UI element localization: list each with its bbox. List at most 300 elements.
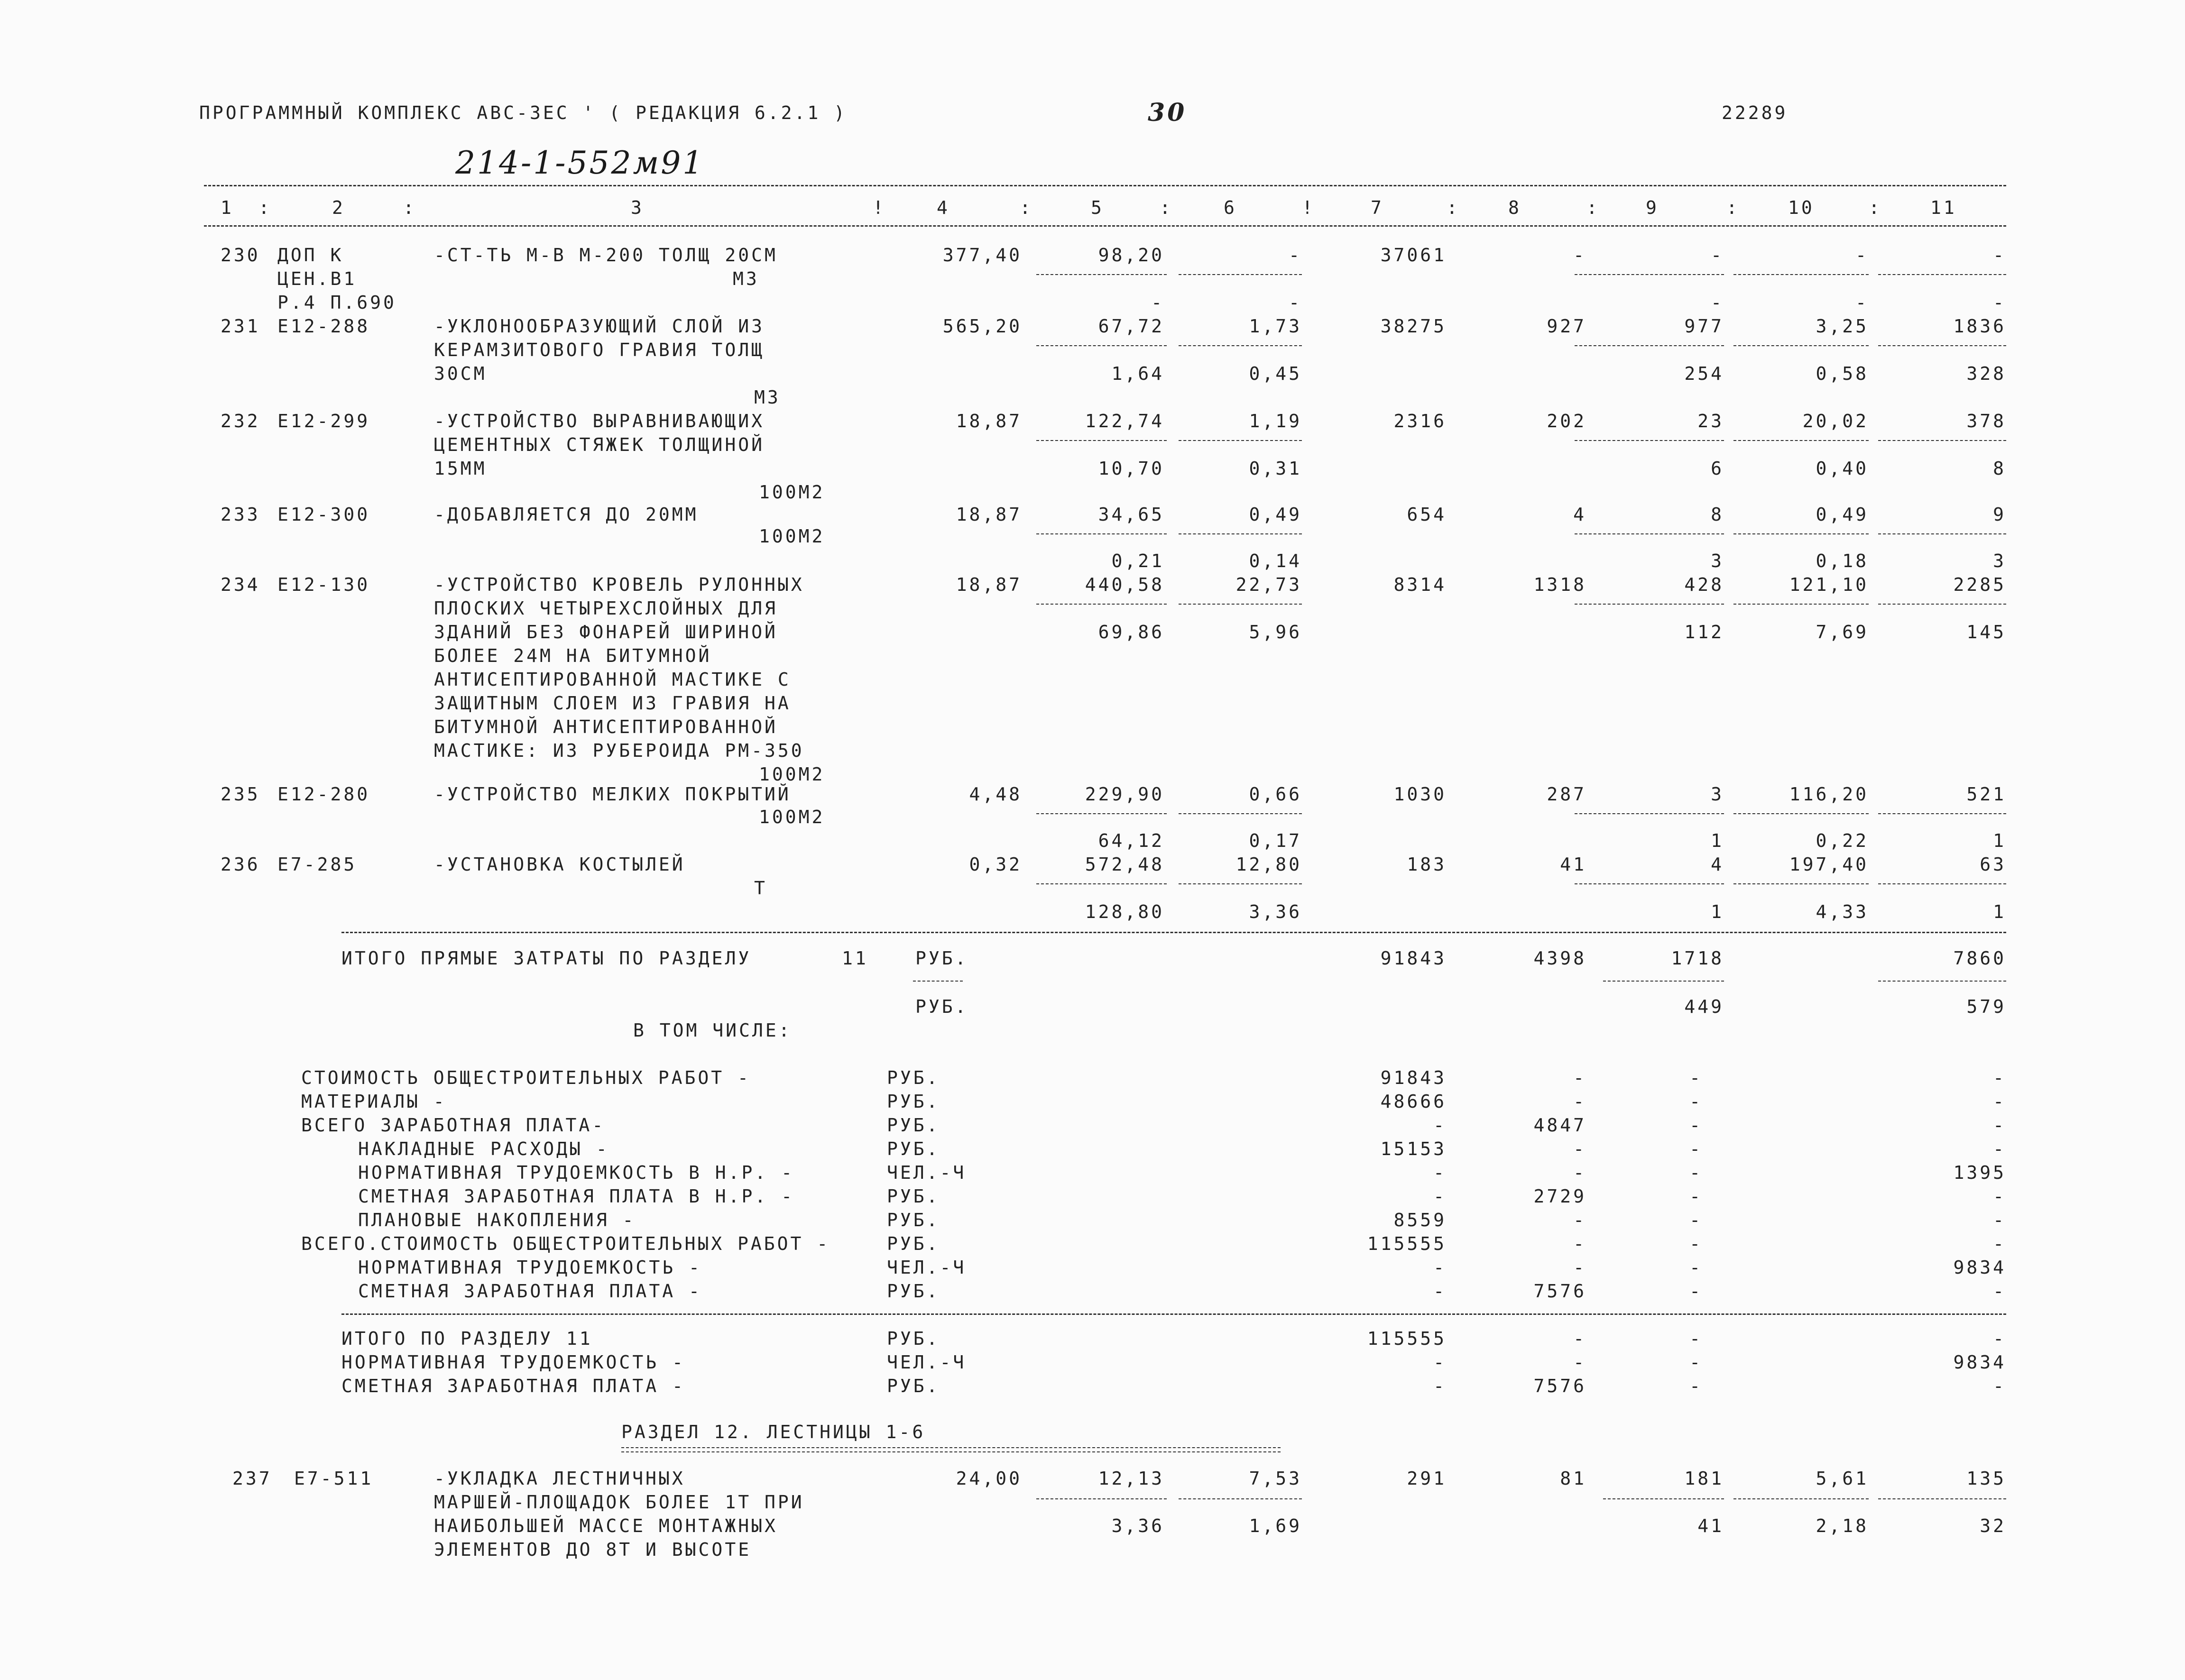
row-235-c11: 1 [1993, 830, 2006, 851]
row-230-code: ДОП К [277, 245, 344, 266]
summary-c8-9: 7576 [1533, 1281, 1586, 1302]
row-233-c5: 34,65 [1098, 504, 1164, 525]
subtotal-divider [1603, 1498, 1724, 1499]
row-234-desc: ЗАЩИТНЫМ СЛОЕМ ИЗ ГРАВИЯ НА [434, 693, 791, 714]
itogo-direct-unit: РУБ. [915, 948, 968, 969]
row-234-c4: 18,87 [956, 574, 1022, 595]
itogo-direct-unit2: РУБ. [915, 996, 968, 1017]
row-235-c6: 0,66 [1249, 784, 1302, 805]
row-230-c10: - [1855, 292, 1869, 313]
summary-c8-5: 2729 [1533, 1186, 1586, 1207]
row-231-c8: 927 [1547, 316, 1586, 337]
row-237-c11: 32 [1980, 1515, 2006, 1536]
subtotal-divider [1036, 274, 1167, 275]
subtotal-divider [1179, 274, 1302, 275]
summary-c11-6: - [1993, 1210, 2006, 1230]
column-header-13: : [1447, 197, 1460, 218]
column-header-12: 7 [1371, 197, 1384, 218]
itogo-section-label-2: СМЕТНАЯ ЗАРАБОТНАЯ ПЛАТА - [341, 1376, 685, 1396]
itogo-section-label-0: ИТОГО ПО РАЗДЕЛУ 11 [341, 1328, 593, 1349]
row-232-c6: 1,19 [1249, 411, 1302, 431]
column-header-5: ! [873, 197, 886, 218]
row-233-c9: 8 [1711, 504, 1724, 525]
program-title: ПРОГРАММНЫЙ КОМПЛЕКС АВС-3ЕС ' ( РЕДАКЦИЯ 6.2.1 ) [199, 102, 848, 123]
row-234-c6: 22,73 [1235, 574, 1302, 595]
row-235-desc: -УСТРОЙСТВО МЕЛКИХ ПОКРЫТИЙ [434, 784, 791, 805]
itogo-direct-c11: 7860 [1953, 948, 2006, 969]
summary-label-9: СМЕТНАЯ ЗАРАБОТНАЯ ПЛАТА - [358, 1281, 702, 1302]
subtotal-divider [1733, 440, 1869, 441]
row-233-c10: 0,49 [1816, 504, 1869, 525]
summary-unit-2: РУБ. [887, 1115, 940, 1136]
row-232-c5: 122,74 [1085, 411, 1164, 431]
row-231-code: Е12-288 [277, 316, 370, 337]
subtotal-divider [1036, 533, 1167, 534]
row-232-c9: 6 [1711, 458, 1724, 479]
row-230-c9: - [1711, 292, 1724, 313]
row-236-c9: 1 [1711, 901, 1724, 922]
subtotal-divider [1179, 1498, 1302, 1499]
row-230-c6: - [1289, 292, 1302, 313]
summary-c8-3: - [1573, 1138, 1586, 1159]
row-231-c9: 254 [1684, 363, 1724, 384]
column-header-16: 9 [1646, 197, 1659, 218]
column-header-3: : [403, 197, 416, 218]
row-237-desc: -УКЛАДКА ЛЕСТНИЧНЫХ [434, 1468, 685, 1489]
subtotal-divider [1733, 345, 1869, 346]
subtotal-divider [1733, 274, 1869, 275]
section-12-title: РАЗДЕЛ 12. ЛЕСТНИЦЫ 1-6 [621, 1422, 926, 1442]
row-231-c10: 0,58 [1816, 363, 1869, 384]
row-233-c9: 3 [1711, 551, 1724, 571]
row-234-desc: МАСТИКЕ: ИЗ РУБЕРОИДА РМ-350 [434, 740, 804, 761]
row-235-c10: 116,20 [1789, 784, 1869, 805]
row-232-desc: -УСТРОЙСТВО ВЫРАВНИВАЮЩИХ [434, 411, 765, 431]
row-237-c8: 81 [1560, 1468, 1586, 1489]
row-232-desc: ЦЕМЕНТНЫХ СТЯЖЕК ТОЛЩИНОЙ [434, 434, 765, 455]
summary-c11-3: - [1993, 1138, 2006, 1159]
row-233-code: Е12-300 [277, 504, 370, 525]
itogo-section-c9-0: - [1689, 1328, 1703, 1349]
column-header-9: : [1160, 197, 1173, 218]
row-232-c8: 202 [1547, 411, 1586, 431]
row-234-c5: 440,58 [1085, 574, 1164, 595]
row-230-c9: - [1711, 245, 1724, 266]
summary-c9-6: - [1689, 1210, 1703, 1230]
row-232-code: Е12-299 [277, 411, 370, 431]
itogo-direct-c7: 91843 [1380, 948, 1447, 969]
summary-c9-1: - [1689, 1091, 1703, 1112]
row-237-desc: ЭЛЕМЕНТОВ ДО 8Т И ВЫСОТЕ [434, 1539, 752, 1560]
row-235-no: 235 [221, 784, 260, 805]
summary-c7-5: - [1433, 1186, 1447, 1207]
itogo-section-c11-2: - [1993, 1376, 2006, 1396]
row-237-c6: 7,53 [1249, 1468, 1302, 1489]
summary-unit-8: ЧЕЛ.-Ч [887, 1257, 967, 1278]
row-232-c9: 23 [1697, 411, 1724, 431]
subtotal-divider [1179, 883, 1302, 884]
row-235-code: Е12-280 [277, 784, 370, 805]
row-236-c7: 183 [1407, 854, 1447, 875]
row-234-desc: БОЛЕЕ 24М НА БИТУМНОЙ [434, 645, 712, 666]
itogo-section-c7-1: - [1433, 1352, 1447, 1373]
row-230-desc: М3 [733, 268, 759, 289]
row-236-c9: 4 [1711, 854, 1724, 875]
summary-label-4: НОРМАТИВНАЯ ТРУДОЕМКОСТЬ В Н.Р. - [358, 1162, 794, 1183]
summary-c11-7: - [1993, 1233, 2006, 1254]
row-230-no: 230 [221, 245, 260, 266]
row-232-c4: 18,87 [956, 411, 1022, 431]
section-12-double-underline [621, 1447, 1281, 1452]
summary-c11-2: - [1993, 1115, 2006, 1136]
divider [1878, 981, 2006, 982]
summary-unit-0: РУБ. [887, 1067, 940, 1088]
row-237-no: 237 [232, 1468, 272, 1489]
summary-c8-2: 4847 [1533, 1115, 1586, 1136]
row-234-c7: 8314 [1393, 574, 1447, 595]
row-232-no: 232 [221, 411, 260, 431]
row-230-c4: 377,40 [942, 245, 1022, 266]
summary-unit-1: РУБ. [887, 1091, 940, 1112]
summary-c8-7: - [1573, 1233, 1586, 1254]
itogo-section-unit-2: РУБ. [887, 1376, 940, 1396]
row-233-desc: -ДОБАВЛЯЕТСЯ ДО 20ММ [434, 504, 699, 525]
row-237-c6: 1,69 [1249, 1515, 1302, 1536]
row-236-c5: 128,80 [1085, 901, 1164, 922]
summary-label-2: ВСЕГО ЗАРАБОТНАЯ ПЛАТА- [301, 1115, 606, 1136]
summary-unit-6: РУБ. [887, 1210, 940, 1230]
row-235-c6: 0,17 [1249, 830, 1302, 851]
row-231-c11: 328 [1966, 363, 2006, 384]
itogo-section-c9-1: - [1689, 1352, 1703, 1373]
row-232-c10: 0,40 [1816, 458, 1869, 479]
summary-c7-4: - [1433, 1162, 1447, 1183]
row-231-desc: 30СМ [434, 363, 487, 384]
row-234-c10: 7,69 [1816, 622, 1869, 643]
summary-c8-0: - [1573, 1067, 1586, 1088]
row-232-desc: 15ММ [434, 458, 487, 479]
subtotal-divider [1179, 604, 1302, 605]
row-236-desc: -УСТАНОВКА КОСТЫЛЕЙ [434, 854, 685, 875]
row-231-c6: 0,45 [1249, 363, 1302, 384]
row-233-desc: 100М2 [759, 526, 825, 547]
itogo-section-unit-1: ЧЕЛ.-Ч [887, 1352, 967, 1373]
itogo-section-c11-1: 9834 [1953, 1352, 2006, 1373]
summary-unit-9: РУБ. [887, 1281, 940, 1302]
column-header-1: : [258, 197, 272, 218]
row-236-desc: Т [754, 878, 767, 899]
row-236-c6: 3,36 [1249, 901, 1302, 922]
row-230-c8: - [1573, 245, 1586, 266]
column-header-11: ! [1302, 197, 1315, 218]
column-header-2: 2 [332, 197, 345, 218]
row-233-c8: 4 [1573, 504, 1586, 525]
row-236-c4: 0,32 [969, 854, 1022, 875]
summary-c8-6: - [1573, 1210, 1586, 1230]
itogo-section-c8-1: - [1573, 1352, 1586, 1373]
row-237-c5: 3,36 [1111, 1515, 1164, 1536]
row-234-code: Е12-130 [277, 574, 370, 595]
summary-unit-7: РУБ. [887, 1233, 940, 1254]
summary-c11-1: - [1993, 1091, 2006, 1112]
subtotal-divider [1878, 1498, 2006, 1499]
row-236-c6: 12,80 [1235, 854, 1302, 875]
subtotal-divider [1733, 883, 1869, 884]
handwritten-code: 214-1-552м91 [455, 145, 705, 181]
subtotal-divider [1878, 274, 2006, 275]
row-234-desc: ЗДАНИЙ БЕЗ ФОНАРЕЙ ШИРИНОЙ [434, 622, 778, 643]
itogo-direct-label: ИТОГО ПРЯМЫЕ ЗАТРАТЫ ПО РАЗДЕЛУ [341, 948, 752, 969]
row-231-c6: 1,73 [1249, 316, 1302, 337]
summary-c7-2: - [1433, 1115, 1447, 1136]
divider [913, 981, 963, 982]
row-236-c10: 4,33 [1816, 901, 1869, 922]
subtotal-divider [1036, 1498, 1167, 1499]
column-header-20: 11 [1930, 197, 1957, 218]
row-232-c11: 378 [1966, 411, 2006, 431]
row-237-c4: 24,00 [956, 1468, 1022, 1489]
row-233-c5: 0,21 [1111, 551, 1164, 571]
summary-unit-5: РУБ. [887, 1186, 940, 1207]
summary-c11-8: 9834 [1953, 1257, 2006, 1278]
row-237-c10: 5,61 [1816, 1468, 1869, 1489]
row-235-c9: 3 [1711, 784, 1724, 805]
row-230-c11: - [1993, 245, 2006, 266]
row-234-desc: АНТИСЕПТИРОВАННОЙ МАСТИКЕ С [434, 669, 791, 690]
row-234-c6: 5,96 [1249, 622, 1302, 643]
row-233-c11: 9 [1993, 504, 2006, 525]
row-231-c9: 977 [1684, 316, 1724, 337]
row-235-c5: 64,12 [1098, 830, 1164, 851]
row-235-c9: 1 [1711, 830, 1724, 851]
row-234-c11: 2285 [1953, 574, 2006, 595]
summary-unit-3: РУБ. [887, 1138, 940, 1159]
subtotal-divider [1575, 345, 1724, 346]
summary-c7-7: 115555 [1367, 1233, 1447, 1254]
summary-c9-3: - [1689, 1138, 1703, 1159]
row-233-c6: 0,14 [1249, 551, 1302, 571]
row-235-desc: 100М2 [759, 807, 825, 827]
row-231-c4: 565,20 [942, 316, 1022, 337]
divider [341, 1313, 2006, 1315]
row-234-desc: -УСТРОЙСТВО КРОВЕЛЬ РУЛОННЫХ [434, 574, 804, 595]
summary-c9-9: - [1689, 1281, 1703, 1302]
itogo-section-c9-2: - [1689, 1376, 1703, 1396]
row-232-c10: 20,02 [1802, 411, 1869, 431]
row-237-c5: 12,13 [1098, 1468, 1164, 1489]
row-233-c4: 18,87 [956, 504, 1022, 525]
column-header-18: 10 [1788, 197, 1815, 218]
subtotal-divider [1575, 533, 1724, 534]
row-234-desc: БИТУМНОЙ АНТИСЕПТИРОВАННОЙ [434, 716, 778, 737]
row-234-c5: 69,86 [1098, 622, 1164, 643]
row-237-desc: НАИБОЛЬШЕЙ МАССЕ МОНТАЖНЫХ [434, 1515, 778, 1536]
divider [341, 932, 2006, 933]
subtotal-divider [1036, 440, 1167, 441]
column-header-14: 8 [1508, 197, 1521, 218]
row-235-c10: 0,22 [1816, 830, 1869, 851]
row-237-c9: 41 [1697, 1515, 1724, 1536]
row-231-c11: 1836 [1953, 316, 2006, 337]
summary-label-3: НАКЛАДНЫЕ РАСХОДЫ - [358, 1138, 609, 1159]
row-234-c11: 145 [1966, 622, 2006, 643]
subtotal-divider [1575, 883, 1724, 884]
subtotal-divider [1179, 345, 1302, 346]
row-231-c10: 3,25 [1816, 316, 1869, 337]
summary-c9-2: - [1689, 1115, 1703, 1136]
row-231-c5: 1,64 [1111, 363, 1164, 384]
subtotal-divider [1575, 274, 1724, 275]
subtotal-divider [1036, 604, 1167, 605]
row-236-c8: 41 [1560, 854, 1586, 875]
column-header-0: 1 [221, 197, 234, 218]
column-header-8: 5 [1091, 197, 1104, 218]
subtotal-divider [1575, 813, 1724, 814]
subtotal-divider [1575, 604, 1724, 605]
summary-c8-4: - [1573, 1162, 1586, 1183]
row-234-c10: 121,10 [1789, 574, 1869, 595]
itogo-direct-c9: 1718 [1671, 948, 1724, 969]
row-231-desc: -УКЛОНООБРАЗУЮЩИЙ СЛОЙ ИЗ [434, 316, 765, 337]
row-234-c9: 428 [1684, 574, 1724, 595]
row-231-desc: М3 [754, 387, 781, 408]
row-233-c11: 3 [1993, 551, 2006, 571]
row-235-c7: 1030 [1393, 784, 1447, 805]
subtotal-divider [1036, 883, 1167, 884]
row-230-c11: - [1993, 292, 2006, 313]
row-236-code: Е7-285 [277, 854, 357, 875]
summary-c7-1: 48666 [1380, 1091, 1447, 1112]
summary-label-0: СТОИМОСТЬ ОБЩЕСТРОИТЕЛЬНЫХ РАБОТ - [301, 1067, 751, 1088]
subtotal-divider [1036, 813, 1167, 814]
column-header-6: 4 [937, 197, 950, 218]
row-230-c5: - [1151, 292, 1164, 313]
summary-c9-5: - [1689, 1186, 1703, 1207]
itogo-section-c7-2: - [1433, 1376, 1447, 1396]
row-231-c7: 38275 [1380, 316, 1447, 337]
divider [204, 185, 2006, 186]
summary-c9-4: - [1689, 1162, 1703, 1183]
itogo-section-c7-0: 115555 [1367, 1328, 1447, 1349]
subtotal-divider [1575, 440, 1724, 441]
subtotal-divider [1878, 883, 2006, 884]
row-237-c9: 181 [1684, 1468, 1724, 1489]
row-232-c7: 2316 [1393, 411, 1447, 431]
summary-label-6: ПЛАНОВЫЕ НАКОПЛЕНИЯ - [358, 1210, 636, 1230]
itogo-section-c8-2: 7576 [1533, 1376, 1586, 1396]
subtotal-divider [1878, 345, 2006, 346]
column-header-4: 3 [631, 197, 644, 218]
column-header-10: 6 [1224, 197, 1237, 218]
page-number: 30 [1148, 98, 1187, 127]
row-236-no: 236 [221, 854, 260, 875]
row-236-c5: 572,48 [1085, 854, 1164, 875]
row-235-c5: 229,90 [1085, 784, 1164, 805]
subtotal-divider [1733, 813, 1869, 814]
row-237-c10: 2,18 [1816, 1515, 1869, 1536]
subtotal-divider [1878, 813, 2006, 814]
row-235-c11: 521 [1966, 784, 2006, 805]
column-header-7: : [1020, 197, 1033, 218]
row-237-desc: МАРШЕЙ-ПЛОЩАДОК БОЛЕЕ 1Т ПРИ [434, 1492, 804, 1513]
row-233-c7: 654 [1407, 504, 1447, 525]
row-237-c11: 135 [1966, 1468, 2006, 1489]
summary-label-7: ВСЕГО.СТОИМОСТЬ ОБЩЕСТРОИТЕЛЬНЫХ РАБОТ - [301, 1233, 830, 1254]
row-235-c4: 4,48 [969, 784, 1022, 805]
summary-c11-0: - [1993, 1067, 2006, 1088]
row-230-code: Р.4 П.690 [277, 292, 396, 313]
itogo-section-unit-0: РУБ. [887, 1328, 940, 1349]
row-234-desc: ПЛОСКИХ ЧЕТЫРЕХСЛОЙНЫХ ДЛЯ [434, 598, 778, 619]
subtotal-divider [1878, 533, 2006, 534]
itogo-direct-c9b: 449 [1684, 996, 1724, 1017]
column-header-19: : [1869, 197, 1882, 218]
summary-c9-7: - [1689, 1233, 1703, 1254]
row-230-c7: 37061 [1380, 245, 1447, 266]
itogo-section-c8-0: - [1573, 1328, 1586, 1349]
summary-c9-8: - [1689, 1257, 1703, 1278]
divider [1603, 981, 1724, 982]
summary-c8-1: - [1573, 1091, 1586, 1112]
summary-c7-0: 91843 [1380, 1067, 1447, 1088]
row-233-c6: 0,49 [1249, 504, 1302, 525]
summary-c11-4: 1395 [1953, 1162, 2006, 1183]
subtotal-divider [1179, 440, 1302, 441]
column-header-15: : [1586, 197, 1600, 218]
subtotal-divider [1733, 533, 1869, 534]
itogo-direct-c11b: 579 [1966, 996, 2006, 1017]
row-233-no: 233 [221, 504, 260, 525]
itogo-section-label-1: НОРМАТИВНАЯ ТРУДОЕМКОСТЬ - [341, 1352, 685, 1373]
row-234-no: 234 [221, 574, 260, 595]
row-233-c10: 0,18 [1816, 551, 1869, 571]
row-232-c11: 8 [1993, 458, 2006, 479]
summary-c7-9: - [1433, 1281, 1447, 1302]
subtotal-divider [1179, 813, 1302, 814]
row-234-c8: 1318 [1533, 574, 1586, 595]
summary-c7-3: 15153 [1380, 1138, 1447, 1159]
row-230-c6: - [1289, 245, 1302, 266]
itogo-section-c11-0: - [1993, 1328, 2006, 1349]
row-236-c11: 1 [1993, 901, 2006, 922]
row-236-c10: 197,40 [1789, 854, 1869, 875]
subtotal-divider [1878, 604, 2006, 605]
column-header-17: : [1726, 197, 1740, 218]
divider [204, 225, 2006, 227]
subtotal-divider [1733, 1498, 1869, 1499]
row-232-c6: 0,31 [1249, 458, 1302, 479]
summary-c9-0: - [1689, 1067, 1703, 1088]
subtotal-divider [1733, 604, 1869, 605]
document-number: 22289 [1722, 102, 1788, 123]
row-236-c11: 63 [1980, 854, 2006, 875]
summary-c7-6: 8559 [1393, 1210, 1447, 1230]
summary-c7-8: - [1433, 1257, 1447, 1278]
summary-unit-4: ЧЕЛ.-Ч [887, 1162, 967, 1183]
summary-c11-5: - [1993, 1186, 2006, 1207]
summary-label-1: МАТЕРИАЛЫ - [301, 1091, 447, 1112]
summary-label-8: НОРМАТИВНАЯ ТРУДОЕМКОСТЬ - [358, 1257, 702, 1278]
row-234-c9: 112 [1684, 622, 1724, 643]
row-232-c5: 10,70 [1098, 458, 1164, 479]
summary-c8-8: - [1573, 1257, 1586, 1278]
subtotal-divider [1179, 533, 1302, 534]
v-tom-chisle: В ТОМ ЧИСЛЕ: [633, 1020, 792, 1041]
row-232-desc: 100М2 [759, 482, 825, 503]
summary-label-5: СМЕТНАЯ ЗАРАБОТНАЯ ПЛАТА В Н.Р. - [358, 1186, 794, 1207]
row-230-desc: -СТ-ТЬ М-В М-200 ТОЛЩ 20СМ [434, 245, 778, 266]
subtotal-divider [1036, 345, 1167, 346]
